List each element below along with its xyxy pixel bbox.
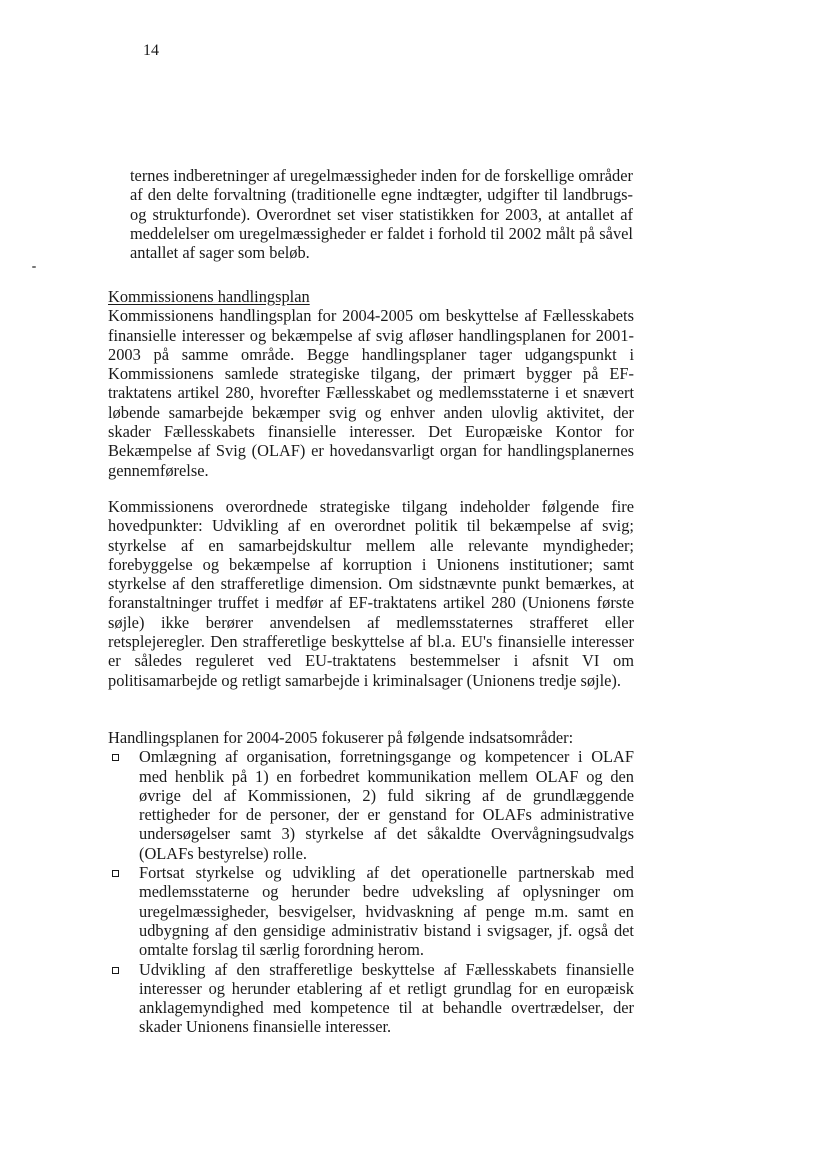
list-item-text: Fortsat styrkelse og udvikling af det operationelle partnerskab med medlemsstaterne og herunder bedre udveksling af oplysninger om uregelmæssigheder, besvigelser, hvidvaskning af penge m.m. samt en udbygning af den gensidige administrativ bistand i svigsager, jf. også det omtalte forslag til særlig forordning herom. — [139, 863, 634, 960]
focus-area-list — [108, 747, 634, 1036]
section-handlingsplan — [108, 287, 634, 480]
intro-paragraph: ternes indberetninger af uregelmæssigheder inden for de forskellige områder af den delte forvaltning (traditionelle egne indtægter, udgifter til landbrugs- og strukturfonde). Overordnet set viser statistikken for 2003, at antallet af meddelelser om uregelmæssigheder er faldet i forhold til 2002 målt på såvel antallet af sager som beløb. — [130, 166, 633, 263]
checkbox-bullet-icon — [112, 967, 119, 974]
section-paragraph-2: Kommissionens overordnede strategiske tilgang indeholder følgende fire hovedpunkter: Udvikling af en overordnet politik til bekæmpelse af svig; styrkelse af en samarbejdskultur mellem alle relevante myndigheder; forebyggelse og bekæmpelse af korruption i Unionens institutioner; samt styrkelse af den strafferetlige dimension. Om sidstnævnte punkt bemærkes, at foranstaltninger truffet i medfør af EF-traktatens artikel 280 (Unionens første søjle) ikke berører anvendelsen af medlemsstaternes strafferet eller retsplejeregler. Den strafferetlige beskyttelse af bl.a. EU's finansielle interesser er således reguleret ved EU-traktatens bestemmelser i afsnit VI om politisamarbejde og retligt samarbejde i kriminalsager (Unionens tredje søjle). — [108, 497, 634, 690]
list-lead: Handlingsplanen for 2004-2005 fokuserer på følgende indsatsområder: — [108, 728, 574, 747]
focus-areas — [108, 728, 634, 1037]
list-item-text: Omlægning af organisation, forretningsgange og kompetencer i OLAF med henblik på 1) en forbedret kommunikation mellem OLAF og den øvrige del af Kommissionen, 2) fuld sikring af de grundlæggende rettigheder for de personer, der er genstand for OLAFs administrative undersøgelser samt 3) styrkelse af det såkaldte Overvågningsudvalgs (OLAFs bestyrelse) rolle. — [139, 747, 634, 863]
checkbox-bullet-icon — [112, 754, 119, 761]
scan-speck — [32, 266, 36, 268]
section-paragraph-1: Kommissionens handlingsplan for 2004-2005 om beskyttelse af Fællesskabets finansielle interesser og bekæmpelse af svig afløser handlingsplanen for 2001-2003 på samme område. Begge handlingsplaner tager udgangspunkt i Kommissionens samlede strategiske tilgang, der primært bygger på EF-traktatens artikel 280, hvorefter Fællesskabet og medlemsstaterne i et snævert løbende samarbejde bekæmper svig og enhver anden ulovlig aktivitet, der skader Fællesskabets finansielle interesser. Det Europæiske Kontor for Bekæmpelse af Svig (OLAF) er hovedansvarligt organ for handlingsplanernes gennemførelse. — [108, 306, 634, 480]
page-number: 14 — [143, 42, 159, 59]
checkbox-bullet-icon — [112, 870, 119, 877]
section-heading: Kommissionens handlingsplan — [108, 287, 310, 306]
list-item — [108, 863, 634, 959]
list-item-text: Udvikling af den strafferetlige beskyttelse af Fællesskabets finansielle interesser og herunder etablering af et retligt grundlag for en europæisk anklagemyndighed med kompetence til at behandle overtrædelser, der skader Unionens finansielle interesser. — [139, 959, 634, 1037]
list-item — [108, 747, 634, 863]
list-item — [108, 960, 634, 1037]
